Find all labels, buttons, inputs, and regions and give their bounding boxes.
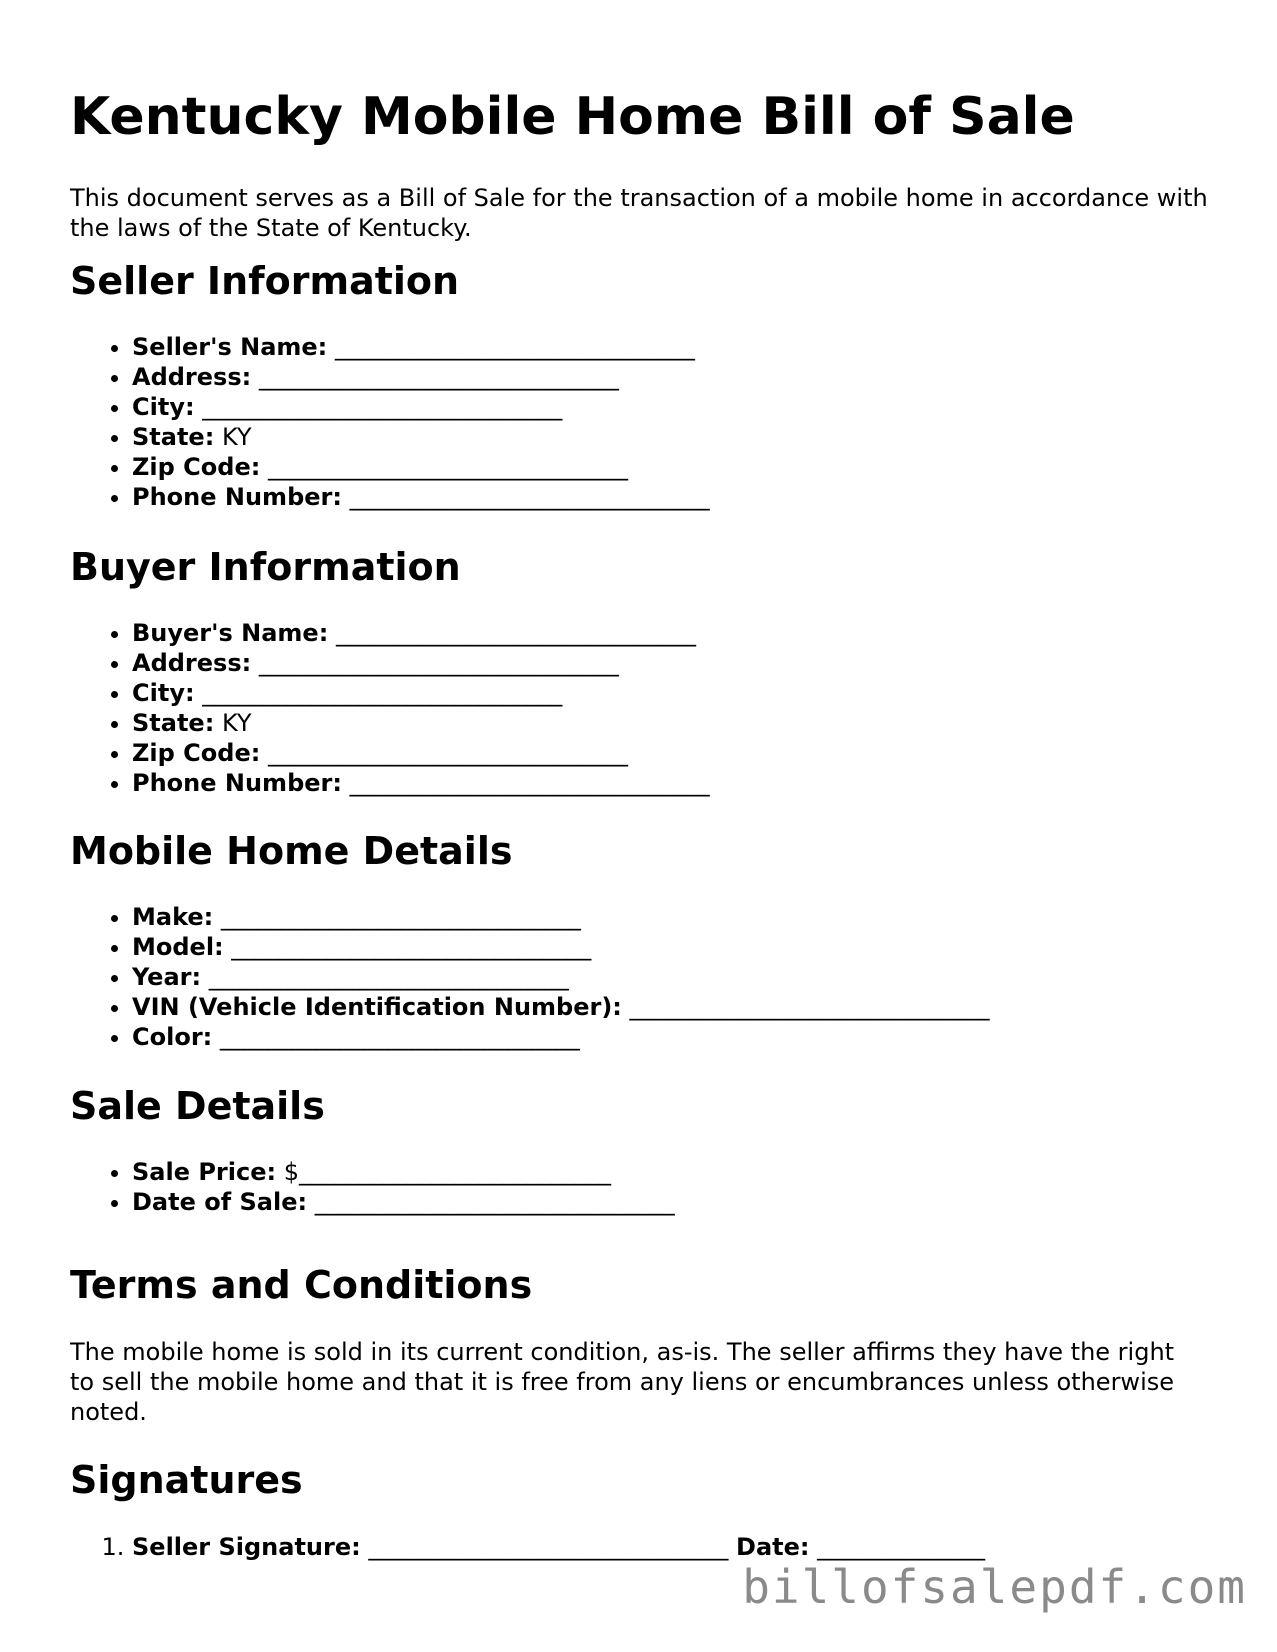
seller-state-field: [132, 422, 710, 452]
field-label: Address:: [132, 649, 252, 677]
field-blank[interactable]: ______________________________: [258, 363, 619, 391]
field-label: Date of Sale:: [132, 1188, 308, 1216]
buyer-heading: Buyer Information: [70, 545, 461, 589]
field-label: Zip Code:: [132, 739, 261, 767]
seller-heading: Seller Information: [70, 259, 460, 303]
seller-phone-field: [132, 482, 710, 512]
field-label: City:: [132, 679, 195, 707]
watermark-text: billofsalepdf.com: [742, 1560, 1247, 1614]
field-label: Seller's Name:: [132, 333, 328, 361]
buyer-phone-field: [132, 768, 710, 798]
seller-zip-field: [132, 452, 710, 482]
home-details-field-list: [70, 902, 990, 1052]
seller-field-list: [70, 332, 710, 512]
buyer-city-field: [132, 678, 710, 708]
field-value: KY: [221, 709, 252, 737]
sale-details-heading: Sale Details: [70, 1084, 325, 1128]
field-label: Phone Number:: [132, 483, 342, 511]
home-make-field: [132, 902, 990, 932]
field-label: Zip Code:: [132, 453, 261, 481]
terms-paragraph: The mobile home is sold in its current condition, as-is. The seller affirms they have the right to sell the mobile home and that it is free from any liens or encumbrances unless otherwise noted.: [70, 1338, 1175, 1426]
field-label: Model:: [132, 933, 224, 961]
sale-price-field: [132, 1157, 675, 1187]
field-label: Year:: [132, 963, 202, 991]
field-blank[interactable]: ______________________________: [349, 483, 710, 511]
field-blank[interactable]: ______________________________: [202, 393, 563, 421]
field-blank[interactable]: ______________________________: [267, 453, 628, 481]
field-blank[interactable]: ______________________________: [231, 933, 592, 961]
date-blank[interactable]: ______________: [817, 1533, 986, 1561]
date-label: Date:: [736, 1533, 810, 1561]
field-blank[interactable]: ______________________________: [314, 1188, 675, 1216]
seller-city-field: [132, 392, 710, 422]
field-label: Make:: [132, 903, 214, 931]
terms-heading: Terms and Conditions: [70, 1263, 533, 1307]
buyer-state-field: [132, 708, 710, 738]
buyer-field-list: [70, 618, 710, 798]
signatures-heading: Signatures: [70, 1458, 303, 1502]
field-blank[interactable]: ______________________________: [208, 963, 569, 991]
field-blank[interactable]: ______________________________: [335, 619, 696, 647]
field-label: VIN (Vehicle Identification Number):: [132, 993, 622, 1021]
field-label: Buyer's Name:: [132, 619, 329, 647]
field-blank[interactable]: ______________________________: [202, 679, 563, 707]
seller-address-field: [132, 362, 710, 392]
seller-signature-field: [132, 1532, 985, 1562]
field-blank[interactable]: ______________________________: [349, 769, 710, 797]
field-label: Seller Signature:: [132, 1533, 361, 1561]
buyer-name-field: [132, 618, 710, 648]
sale-details-field-list: [70, 1157, 675, 1217]
field-label: City:: [132, 393, 195, 421]
home-details-heading: Mobile Home Details: [70, 829, 513, 873]
home-year-field: [132, 962, 990, 992]
field-blank[interactable]: ______________________________: [258, 649, 619, 677]
buyer-zip-field: [132, 738, 710, 768]
signatures-list: [70, 1532, 985, 1562]
field-blank[interactable]: ______________________________: [267, 739, 628, 767]
home-vin-field: [132, 992, 990, 1022]
field-label: Sale Price:: [132, 1158, 277, 1186]
field-value: KY: [221, 423, 252, 451]
field-blank[interactable]: ______________________________: [219, 1023, 580, 1051]
signature-blank[interactable]: ______________________________: [368, 1533, 729, 1561]
field-blank[interactable]: ______________________________: [220, 903, 581, 931]
buyer-address-field: [132, 648, 710, 678]
field-label: State:: [132, 423, 215, 451]
field-blank[interactable]: $__________________________: [283, 1158, 612, 1186]
seller-name-field: [132, 332, 710, 362]
field-blank[interactable]: ______________________________: [629, 993, 990, 1021]
home-color-field: [132, 1022, 990, 1052]
field-label: Address:: [132, 363, 252, 391]
sale-date-field: [132, 1187, 675, 1217]
field-label: Phone Number:: [132, 769, 342, 797]
field-label: Color:: [132, 1023, 213, 1051]
field-label: State:: [132, 709, 215, 737]
intro-paragraph: This document serves as a Bill of Sale for the transaction of a mobile home in accordance with the laws of the State of Kentucky.: [70, 184, 1208, 242]
field-blank[interactable]: ______________________________: [334, 333, 695, 361]
document-title: Kentucky Mobile Home Bill of Sale: [70, 87, 1075, 147]
home-model-field: [132, 932, 990, 962]
